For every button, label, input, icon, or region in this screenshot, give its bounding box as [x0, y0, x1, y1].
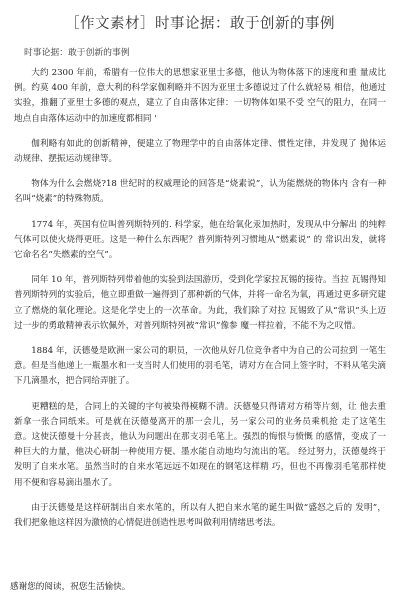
paragraph-6: 1884 年，沃德曼是欧洲一家公司的职员，一次他从好几位竞争者中为自己的公司拉到 一笔生意。但是当他递上一瓶墨水和一支当时人们使用的羽毛笔，请对方在合同上签字时，不料从笔尖滴下几滴墨水，把合同给弄脏了。: [14, 346, 386, 387]
page-title: ［作文素材］时事论据：敢于创新的事例: [65, 16, 335, 32]
closing-note: 感谢您的阅读，祝您生活愉快。: [10, 582, 131, 592]
page-subtitle: 时事论据：敢于创新的事例: [24, 48, 130, 58]
paragraph-8: 由于沃德曼是这样研制出自来水笔的，所以有人把自来水笔的诞生叫做“盛怒之后的 发明”，我们把象他这样因为激愤的心情促进创造性思考叫做利用情绪思考法。: [14, 502, 386, 529]
paragraph-4: 1774 年，英国有位叫普列斯特列的. 科学家，他在给氧化汞加热时，发现从中分解出 的纯粹气体可以使火烧得更旺。这是一种什么东西呢？普列斯特列习惯地从“燃素说” 的 常识出发，就将它命名名“失燃素的空气”。: [14, 219, 386, 261]
paragraph-5: 同年 10 年，普列斯特列带着他的实验到法国游历，受到化学家拉瓦锡的接待。当拉 瓦锡得知普列斯特列的实验后，他立即重做一遍得到了那种新的气体，并将一命名为氧，再通过更多研究建立了燃烧的氧化理论。这是化学史上的一次革命。为此，我们除了对拉 瓦锡致了从“常识”头上迈过一步的勇敢精神表示钦佩外，对普列斯特列被“常识”像参 魔一样拉着，不能不为之叹惜。: [14, 275, 386, 331]
paragraph-7: 更糟糕的是，合同上的关键的字句被染得模糊不清。沃德曼只得请对方稍等片刻，让 他去重新拿一张合同纸来。可是就在沃德曼离开的那一会儿，另一家公司的业务员乘机抢 走了这笔生意。这使沃德曼十分甚丧，他认为问题出在那支羽毛笔上。强烈的悔恨与愤慨 的感情，变成了一种巨大的力量，他决心研制一种使用方便、墨水能自动地均匀流出的笔。 经过努力，沃德曼终于发明了自来水笔。虽然当时的自来水笔远远不如现在的钢笔这样精 巧，但也不再像羽毛笔那样使用不便和容易滴出墨水了。: [14, 401, 386, 488]
paragraph-3: 物体为什么会燃烧?18 世纪时的权威理论的回答是“烧素说”，认为能燃烧的物体内 含有一种名叫“烧素”的特殊物质。: [14, 179, 386, 205]
paragraph-2: 伽利略有如此的创新精神，便建立了物理学中的自由落体定律、惯性定律，并发现了 抛体运动规律、摆振运动规律等。: [14, 138, 386, 165]
paragraph-1: 大约 2300 年前，希腊有一位伟大的思想家亚里士多德，他认为物体落下的速度和重 量成比例。约莫 400 年前，意大利的科学家伽利略并不因为亚里士多德说过了什么就轻易 相信，他通过实验，推翻了亚里士多德的观点，建立了自由落体定律：一切物体如果不受 空气的阻力，在同一地点自由落体运动中的加速度都相同 ': [14, 68, 386, 124]
